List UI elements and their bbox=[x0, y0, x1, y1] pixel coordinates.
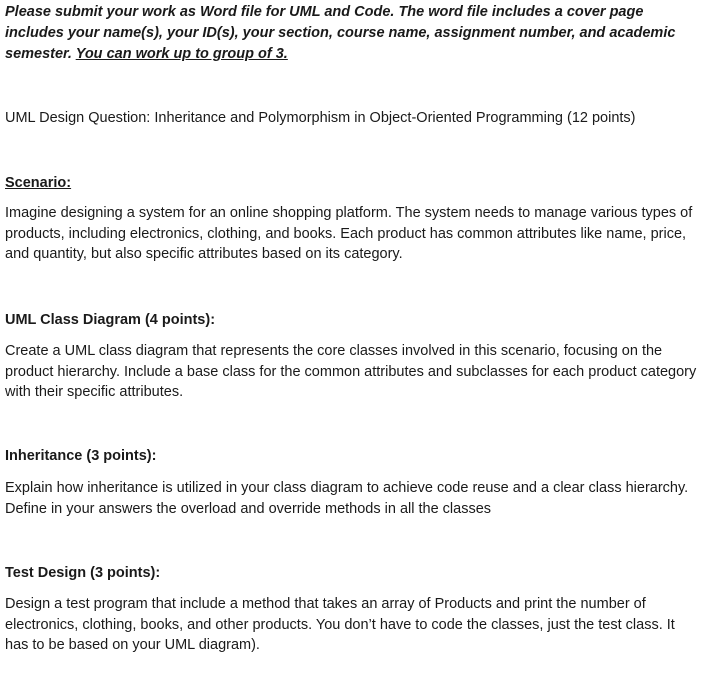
submission-instructions-text: Please submit your work as Word file for UML and Code. The word file includes a cover page includes your name(s), your ID(s), your section, course name, assignment number, and academic semester. bbox=[5, 4, 676, 62]
question-title: UML Design Question: Inheritance and Polymorphism in Object-Oriented Programming (12 points) bbox=[5, 110, 636, 126]
group-size-note: You can work up to group of 3. bbox=[75, 46, 288, 62]
test-design-heading: Test Design (3 points): bbox=[5, 565, 161, 581]
test-design-body: Design a test program that include a method that takes an array of Products and print the number of electronics, clothing, books, and other products. You don’t have to code the classes, just the test class. It has to be based on your UML diagram). bbox=[5, 596, 675, 653]
scenario-body: Imagine designing a system for an online shopping platform. The system needs to manage various types of products, including electronics, clothing, and books. Each product has common attributes like name, price, and quantity, but also specific attributes based on its category. bbox=[5, 205, 693, 262]
uml-class-diagram-body: Create a UML class diagram that represents the core classes involved in this scenario, focusing on the product hierarchy. Include a base class for the common attributes and subclasses for each product category with their specific attributes. bbox=[5, 343, 697, 400]
scenario-heading: Scenario: bbox=[5, 175, 72, 191]
uml-class-diagram-heading: UML Class Diagram (4 points): bbox=[5, 312, 216, 328]
submission-instructions bbox=[5, 2, 701, 65]
inheritance-body: Explain how inheritance is utilized in your class diagram to achieve code reuse and a clear class hierarchy. Define in your answers the overload and override methods in all the classes bbox=[5, 480, 689, 517]
inheritance-heading: Inheritance (3 points): bbox=[5, 448, 157, 464]
